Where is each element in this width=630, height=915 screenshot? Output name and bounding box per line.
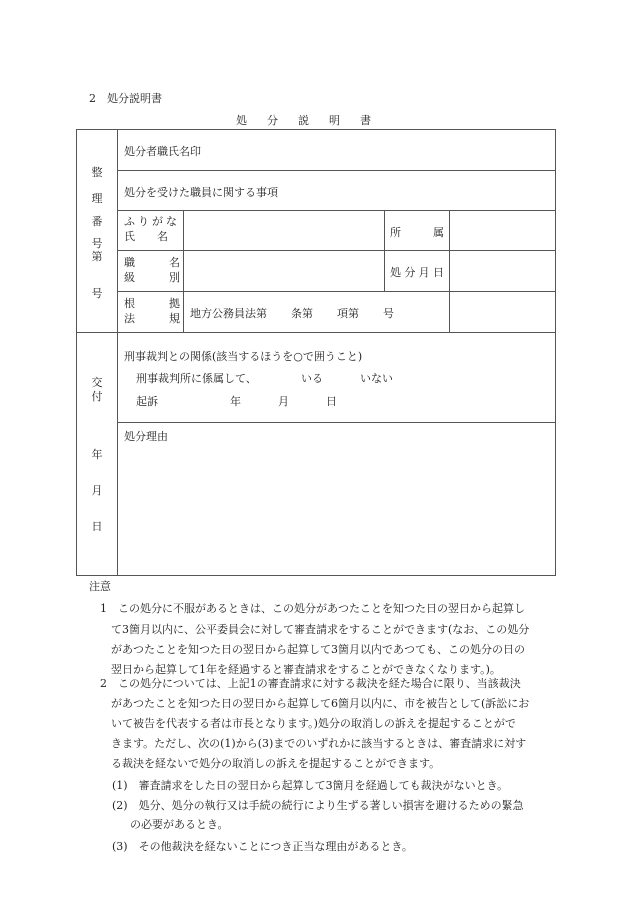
konkyo-hoki-label: 根 拠 法 規	[124, 297, 180, 325]
note-line: があつたことを知つた日の翌日から起算して6箇月以内に、市を被告として(訴訟にお	[111, 697, 530, 710]
title-char: 説	[298, 114, 309, 127]
seiri-char: 整	[91, 166, 103, 179]
seiri-char: 号	[91, 287, 103, 300]
name-input[interactable]	[184, 211, 384, 250]
note-line: て3箇月以内に、公平委員会に対して審査請求をすることができます(なお、この処分	[111, 623, 530, 636]
shokuin-jiko-label: 処分を受けた職員に関する事項	[124, 186, 278, 199]
option-iru[interactable]: いる	[301, 372, 323, 385]
note-line: いて被告を代表する者は市長となります。)処分の取消しの訴えを提起することがで	[111, 717, 516, 730]
note-line: (3) その他裁決を経ないことにつき正当な理由があるとき。	[112, 840, 413, 853]
criminal-pending-label: 刑事裁判所に係属して、	[136, 372, 257, 385]
date-char-year: 年	[91, 448, 103, 461]
date-char-day: 日	[91, 520, 103, 533]
note-line: 翌日から起算して1年を経過すると審査請求をすることができなくなります。)。	[111, 663, 501, 676]
note-line: きます。ただし、次の(1)から(3)までのいずれかに該当するときは、審査請求に対す	[111, 737, 527, 750]
kiso-day: 日	[326, 395, 337, 408]
title-char: 明	[329, 114, 340, 127]
table-border-right	[555, 129, 556, 576]
kofu-char: 付	[91, 390, 103, 403]
note-line: (1) 審査請求をした日の翌日から起算して3箇月を経過しても裁決がないとき。	[112, 779, 509, 792]
document-title	[236, 112, 391, 128]
furigana-label: ふりがな	[124, 215, 180, 228]
row-divider	[76, 332, 556, 333]
seiri-char: 理	[91, 192, 103, 205]
shokumei-input[interactable]	[184, 251, 384, 291]
seiri-char: 号	[91, 237, 103, 250]
option-inai[interactable]: いない	[360, 372, 393, 385]
shokumei-kyubetsu-label: 職 名 級 別	[124, 256, 180, 284]
furigana-name-label	[124, 214, 180, 244]
konkyo-law-text: 地方公務員法第 条第 項第 号	[190, 307, 394, 320]
section-heading: 2 処分説明書	[89, 92, 162, 105]
kiso-year: 年	[230, 395, 241, 408]
kiso-month: 月	[278, 395, 289, 408]
shobun-date-input[interactable]	[450, 251, 555, 291]
table-border-bottom	[76, 575, 556, 576]
konkyo-extra-input[interactable]	[450, 292, 555, 332]
notes-heading: 注意	[89, 580, 111, 593]
row-divider	[117, 422, 555, 423]
value-column-divider	[384, 210, 385, 291]
title-char: 処	[236, 114, 247, 127]
shobun-date-label: 処 分 月 日	[390, 266, 444, 279]
shozoku-label: 所 属	[390, 226, 444, 239]
note-line: があつたことを知つた日の翌日から起算して3箇月以内であつても、この処分の日の	[111, 643, 525, 656]
title-char: 分	[267, 114, 278, 127]
shobunsha-label: 処分者職氏名印	[124, 145, 201, 158]
note-line: 1 この処分に不服があるときは、この処分があつたことを知つた日の翌日から起算し	[100, 602, 525, 615]
note-line: の必要があるとき。	[130, 818, 229, 831]
table-border-top	[76, 129, 556, 130]
reason-input[interactable]	[118, 444, 554, 574]
kiso-label: 起訴	[136, 395, 158, 408]
title-char: 書	[360, 114, 371, 127]
note-line: る裁決を経ないで処分の取消しの訴えを提起することができます。	[111, 757, 441, 770]
note-line: 2 この処分については、上記1の審査請求に対する裁決を経た場合に限り、当該裁決	[100, 677, 521, 690]
reason-label: 処分理由	[124, 430, 168, 443]
seiri-char: 番	[91, 215, 103, 228]
table-border-left	[76, 129, 77, 576]
kofu-char: 交	[91, 376, 103, 389]
shozoku-input[interactable]	[450, 211, 555, 250]
name-label: 氏 名	[124, 230, 168, 243]
note-line: (2) 処分、処分の執行又は手続の続行により生ずる著しい損害を避けるための緊急	[112, 799, 524, 812]
date-char-month: 月	[91, 484, 103, 497]
criminal-heading: 刑事裁判との関係(該当するほうを○で囲うこと)	[124, 350, 363, 363]
seiri-char: 第	[91, 250, 103, 263]
row-divider	[117, 170, 555, 171]
